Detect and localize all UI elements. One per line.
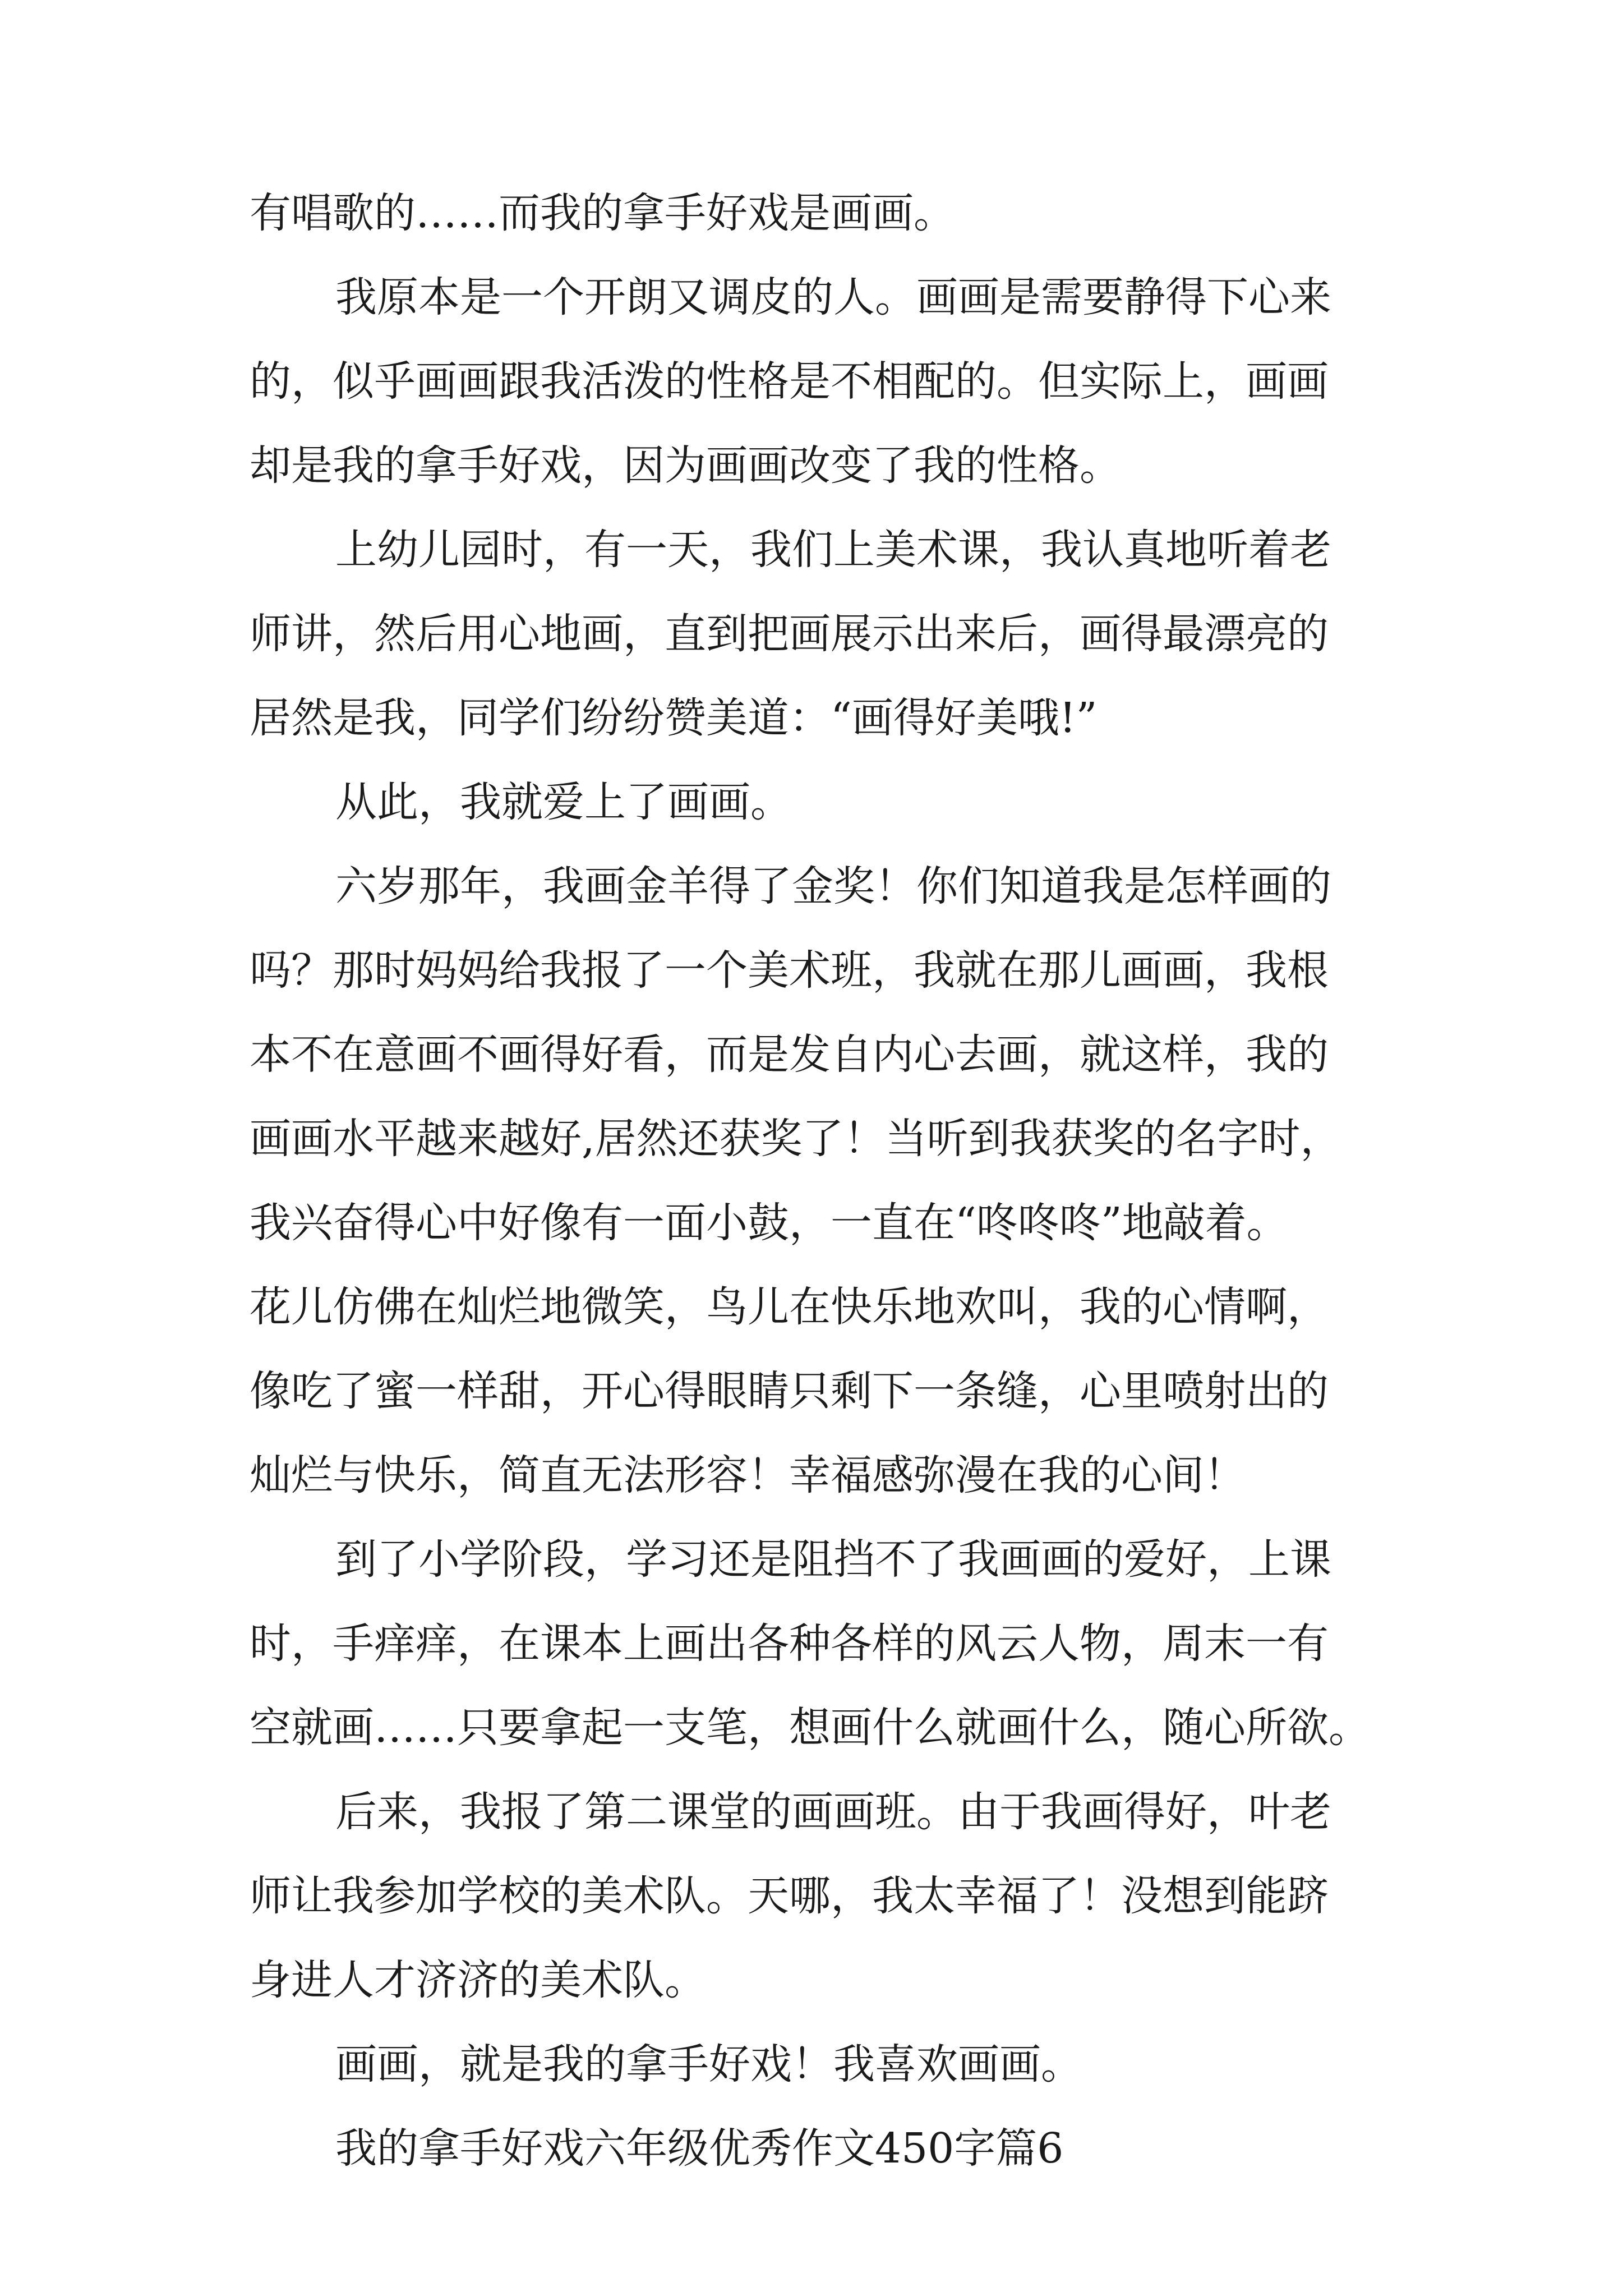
text-line: 画画水平越来越好,居然还获奖了！当听到我获奖的名字时， [250,1115,1342,1163]
text-line: 我原本是一个开朗又调皮的人。画画是需要静得下心来 [335,273,1331,321]
text-line: 我的拿手好戏六年级优秀作文450字篇6 [335,2124,1064,2173]
text-line: 的，似乎画画跟我活泼的性格是不相配的。但实际上，画画 [250,357,1329,406]
text-line: 本不在意画不画得好看，而是发自内心去画，就这样，我的 [250,1030,1329,1079]
text-line: 上幼儿园时，有一天，我们上美术课，我认真地听着老 [335,526,1331,574]
text-line: 身进人才济济的美术队。 [250,1956,706,2004]
text-line: 时，手痒痒，在课本上画出各种各样的风云人物，周末一有 [250,1619,1329,1668]
text-line: 像吃了蜜一样甜，开心得眼睛只剩下一条缝，心里喷射出的 [250,1367,1329,1415]
text-line: 后来，我报了第二课堂的画画班。由于我画得好，叶老 [335,1788,1331,1836]
text-line: 花儿仿佛在灿烂地微笑，鸟儿在快乐地欢叫，我的心情啊， [250,1283,1329,1331]
text-line: 我兴奋得心中好像有一面小鼓，一直在“咚咚咚”地敲着。 [250,1199,1288,1247]
text-line: 师讲，然后用心地画，直到把画展示出来后，画得最漂亮的 [250,610,1329,658]
text-line: 从此，我就爱上了画画。 [335,778,792,826]
text-line: 到了小学阶段，学习还是阻挡不了我画画的爱好，上课 [335,1535,1331,1584]
text-line: 却是我的拿手好戏，因为画画改变了我的性格。 [250,441,1121,490]
text-line: 吗？那时妈妈给我报了一个美术班，我就在那儿画画，我根 [250,946,1329,995]
text-line: 空就画……只要拿起一支笔，想画什么就画什么，随心所欲。 [250,1704,1370,1752]
text-line: 师让我参加学校的美术队。天哪，我太幸福了！没想到能跻 [250,1872,1329,1920]
text-line: 画画，就是我的拿手好戏！我喜欢画画。 [335,2040,1082,2088]
text-line: 有唱歌的……而我的拿手好戏是画画。 [250,189,955,237]
text-line: 六岁那年，我画金羊得了金奖！你们知道我是怎样画的 [335,862,1331,910]
text-line: 灿烂与快乐，简直无法形容！幸福感弥漫在我的心间！ [250,1451,1246,1499]
text-line: 居然是我，同学们纷纷赞美道：“画得好美哦!” [250,694,1098,742]
